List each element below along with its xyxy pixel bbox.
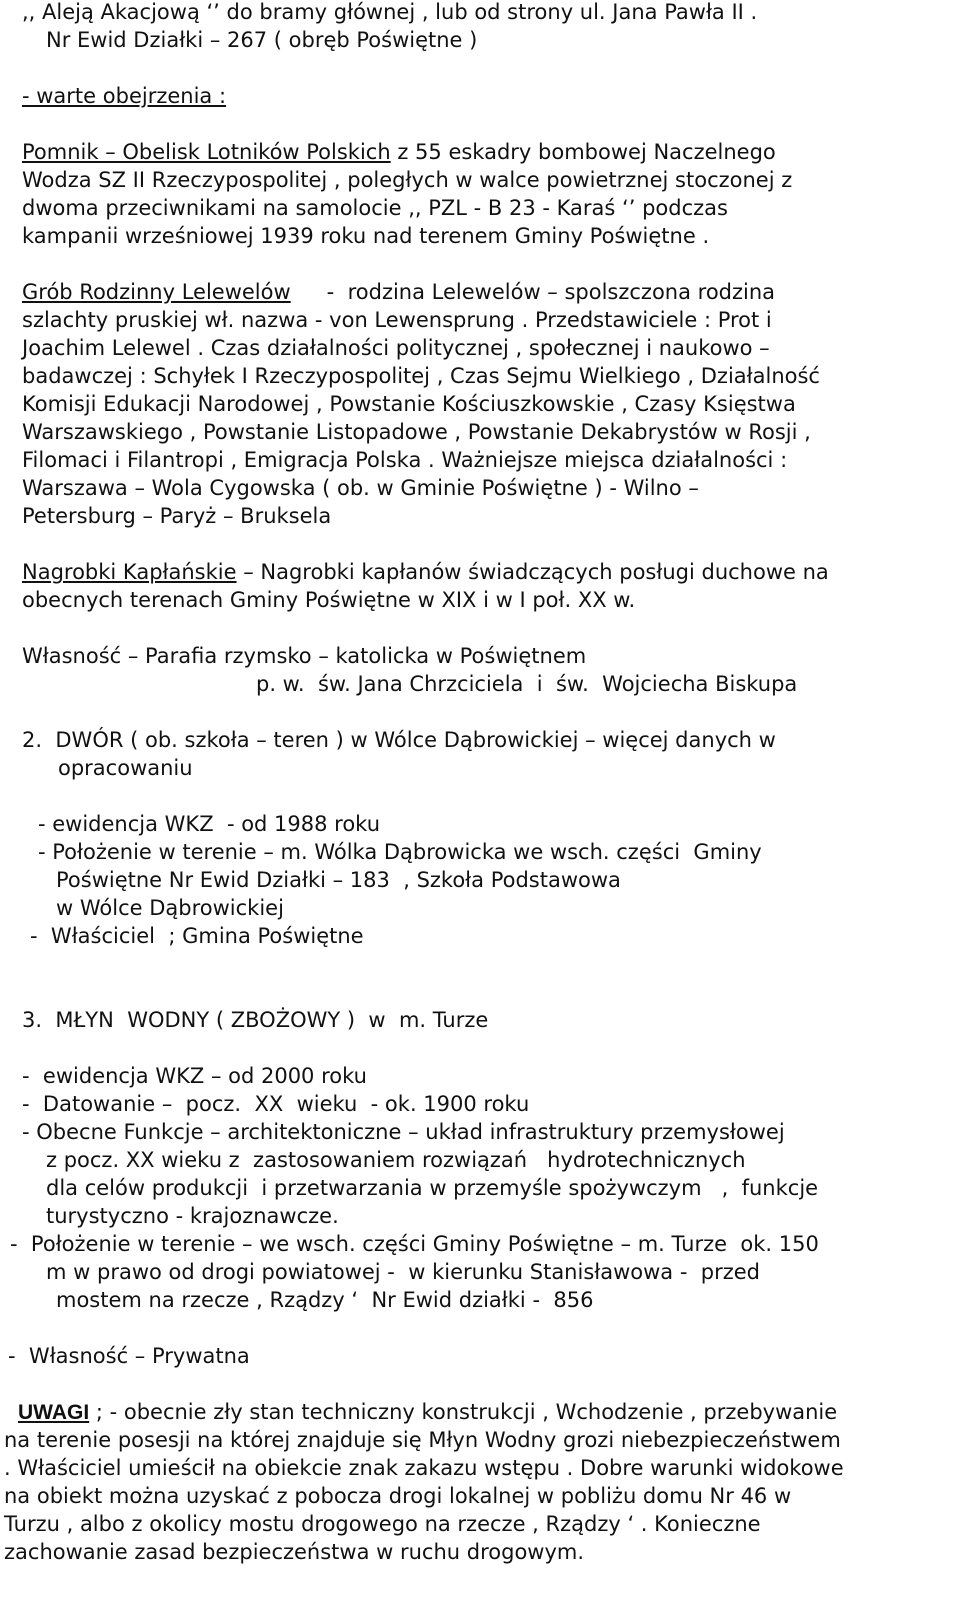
monument-line-2: Wodza SZ II Rzeczypospolitej , poległych w walce powietrznej stoczonej z bbox=[22, 168, 793, 192]
priests-line-1-text: – Nagrobki kapłanów świadczących posługi duchowe na bbox=[236, 560, 829, 584]
notes-line-3: . Właściciel umieścił na obiekcie znak zakazu wstępu . Dobre warunki widokowe bbox=[4, 1456, 844, 1480]
monument-line-3: dwoma przeciwnikami na samolocie ,, PZL - B 23 - Karaś ‘’ podczas bbox=[22, 196, 728, 220]
monument-line-1 bbox=[22, 138, 776, 166]
priests-line-1 bbox=[22, 558, 829, 586]
tomb-line-3: Joachim Lelewel . Czas działalności politycznej , społecznej i naukowo – bbox=[22, 336, 770, 360]
notes-line-2: na terenie posesji na której znajduje się Młyn Wodny grozi niebezpieczeństwem bbox=[4, 1428, 841, 1452]
notes-line-1-text: ; - obecnie zły stan techniczny konstrukcji , Wchodzenie , przebywanie bbox=[89, 1400, 838, 1424]
manor-item: w Wólce Dąbrowickiej bbox=[56, 896, 284, 920]
manor-item: - Położenie w terenie – m. Wólka Dąbrowicka we wsch. części Gminy bbox=[38, 840, 762, 864]
notes-line-5: Turzu , albo z okolicy mostu drogowego na rzecze , Rządzy ‘ . Konieczne bbox=[4, 1512, 761, 1536]
priests-line-2: obecnych terenach Gminy Poświętne w XIX i w I poł. XX w. bbox=[22, 588, 636, 612]
tomb-line-7: Filomaci i Filantropi , Emigracja Polska . Ważniejsze miejsca działalności : bbox=[22, 448, 788, 472]
mill-item: mostem na rzecze , Rządzy ‘ Nr Ewid działki - 856 bbox=[56, 1288, 594, 1312]
tomb-title: Grób Rodzinny Lelewelów bbox=[22, 280, 291, 304]
notes-line-1 bbox=[18, 1398, 837, 1427]
ownership-line-1: Własność – Parafia rzymsko – katolicka w Poświętnem bbox=[22, 644, 587, 668]
monument-line-1-text: z 55 eskadry bombowej Naczelnego bbox=[390, 140, 776, 164]
manor-item: Poświętne Nr Ewid Działki – 183 , Szkoła Podstawowa bbox=[56, 868, 621, 892]
mill-item: turystyczno - krajoznawcze. bbox=[46, 1204, 339, 1228]
manor-line-1: 2. DWÓR ( ob. szkoła – teren ) w Wólce Dąbrowickiej – więcej danych w bbox=[22, 728, 776, 752]
mill-item: dla celów produkcji i przetwarzania w przemyśle spożywczym , funkcje bbox=[46, 1176, 819, 1200]
notes-line-4: na obiekt można uzyskać z pobocza drogi lokalnej w pobliżu domu Nr 46 w bbox=[4, 1484, 792, 1508]
tomb-line-9: Petersburg – Paryż – Bruksela bbox=[22, 504, 332, 528]
tomb-line-6: Warszawskiego , Powstanie Listopadowe , Powstanie Dekabrystów w Rosji , bbox=[22, 420, 811, 444]
mill-item: - ewidencja WKZ – od 2000 roku bbox=[22, 1064, 367, 1088]
intro-line-2: Nr Ewid Działki – 267 ( obręb Poświętne ) bbox=[46, 28, 478, 52]
ownership-line-2: p. w. św. Jana Chrzciciela i św. Wojciecha Biskupa bbox=[256, 672, 798, 696]
tomb-line-5: Komisji Edukacji Narodowej , Powstanie Kościuszkowskie , Czasy Księstwa bbox=[22, 392, 796, 416]
tomb-line-8: Warszawa – Wola Cygowska ( ob. w Gminie Poświętne ) - Wilno – bbox=[22, 476, 699, 500]
priests-title: Nagrobki Kapłańskie bbox=[22, 560, 237, 584]
notes-line-6: zachowanie zasad bezpieczeństwa w ruchu drogowym. bbox=[4, 1540, 585, 1564]
tomb-line-1 bbox=[22, 278, 928, 306]
mill-item: m w prawo od drogi powiatowej - w kierunku Stanisławowa - przed bbox=[46, 1260, 761, 1284]
intro-line-1: ,, Aleją Akacjową ‘’ do bramy głównej , lub od strony ul. Jana Pawła II . bbox=[22, 0, 758, 24]
manor-line-2: opracowaniu bbox=[58, 756, 193, 780]
manor-item: - ewidencja WKZ - od 1988 roku bbox=[38, 812, 381, 836]
monument-title: Pomnik – Obelisk Lotników Polskich bbox=[22, 140, 391, 164]
mill-item: - Obecne Funkcje – architektoniczne – układ infrastruktury przemysłowej bbox=[22, 1120, 785, 1144]
tomb-line-4: badawczej : Schyłek I Rzeczypospolitej , Czas Sejmu Wielkiego , Działalność bbox=[22, 364, 820, 388]
mill-item: - Datowanie – pocz. XX wieku - ok. 1900 roku bbox=[22, 1092, 530, 1116]
notes-label: UWAGI bbox=[18, 1401, 90, 1424]
mill-item: - Położenie w terenie – we wsch. części Gminy Poświętne – m. Turze ok. 150 bbox=[10, 1232, 819, 1256]
tomb-line-2: szlachty pruskiej wł. nazwa - von Lewensprung . Przedstawiciele : Prot i bbox=[22, 308, 772, 332]
monument-line-4: kampanii wrześniowej 1939 roku nad terenem Gminy Poświętne . bbox=[22, 224, 710, 248]
manor-item: - Właściciel ; Gmina Poświętne bbox=[30, 924, 364, 948]
sights-heading: - warte obejrzenia : bbox=[22, 84, 227, 108]
tomb-line-1-text: - rodzina Lelewelów – spolszczona rodzina bbox=[326, 280, 776, 304]
mill-item: - Własność – Prywatna bbox=[8, 1344, 250, 1368]
mill-item: z pocz. XX wieku z zastosowaniem rozwiązań hydrotechnicznych bbox=[46, 1148, 746, 1172]
mill-heading: 3. MŁYN WODNY ( ZBOŻOWY ) w m. Turze bbox=[22, 1008, 489, 1032]
